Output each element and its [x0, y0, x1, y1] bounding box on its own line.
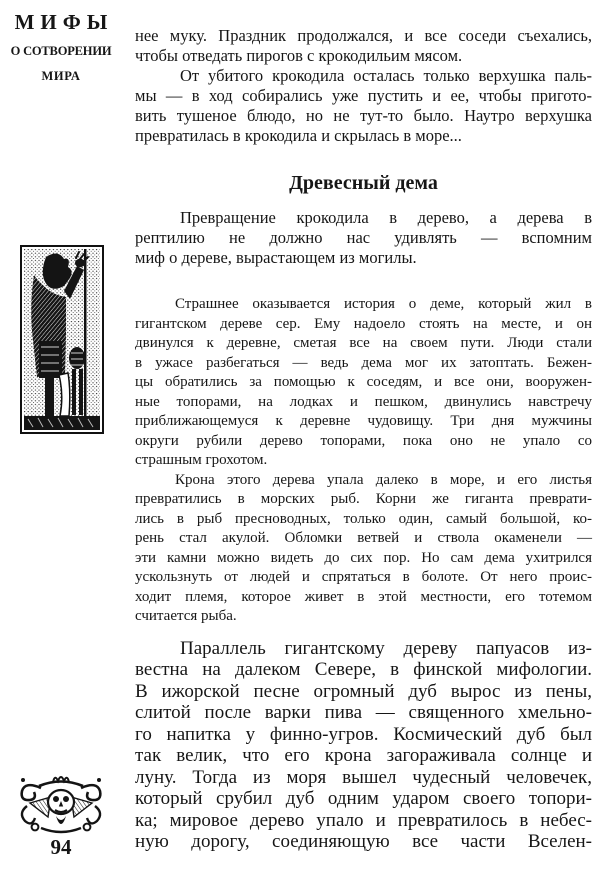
series-title-line-1: МИФЫ — [14, 10, 114, 34]
text-line: вить тушеное блюдо, но не тут-то было. Наутро верхушка — [135, 106, 592, 125]
text-line: считается рыба. — [135, 608, 237, 624]
text-line: ходит племя, которое живет в этой местности, его тотемом — [135, 588, 592, 605]
text-line: вестна на далеком Севере, в финской мифологии. — [135, 659, 592, 680]
text-line: превратилась в крокодила и скрылась в море... — [135, 126, 462, 145]
text-line: гигантском дереве сер. Ему надоело стоять на месте, и он — [135, 315, 592, 332]
text-line: двинулся к деревне, сметая все на своем пути. Люди стали — [135, 335, 592, 351]
text-line: миф о дереве, вырастающем из могилы. — [135, 248, 417, 267]
text-line: нее муку. Праздник продолжался, и все соседи съехались, — [135, 26, 592, 45]
paragraph — [135, 471, 592, 627]
text-line: Страшнее оказывается история о деме, который жил в — [175, 296, 592, 312]
text-line: приближающемуся к деревне чудовищу. Три дня мужчины — [135, 413, 592, 429]
text-line: в ужасе разбегаться — ведь дема мог их затоптать. Бежен- — [135, 354, 592, 371]
text-line: го напитка у финно-угров. Космический дуб был — [135, 723, 592, 745]
text-line: ускользнуть от людей и спрятаться в болоте. От него проис- — [135, 569, 592, 585]
text-line: Крона этого дерева упала далеко в море, и его листья — [175, 471, 592, 488]
text-line: который срубил дуб одним ударом своего топори- — [135, 788, 592, 809]
page-number: 94 — [50, 835, 72, 859]
paragraph — [135, 26, 592, 66]
text-line: эти камни можно видеть до сих пор. Но сам дема ухитрился — [135, 549, 592, 566]
paragraph — [135, 208, 592, 268]
section-heading: Древесный дема — [289, 172, 438, 194]
text-line: лись в рыб пресноводных, только один, самый большой, ко- — [135, 510, 592, 527]
margin-column — [0, 0, 122, 873]
paragraph — [135, 638, 592, 853]
standing-figure-woodcut-illustration — [20, 245, 104, 434]
text-line: рень стал акулой. Обломки ветвей и ствола окаменели — — [135, 530, 592, 546]
text-line: ные топорами, на лодках и пешком, двинулись навстречу — [135, 393, 592, 410]
text-line: страшным грохотом. — [135, 452, 268, 468]
text-column — [135, 26, 592, 853]
series-title-line-3: МИРА — [41, 69, 81, 83]
text-line: цы обратились за помощью к соседям, и все они, вооружен- — [135, 374, 592, 390]
text-line: ную дорогу, соединяющую все части Вселен- — [135, 831, 592, 852]
mask-ornament-woodcut-illustration — [15, 772, 107, 836]
text-line: От убитого крокодила осталась только верхушка паль- — [180, 66, 592, 85]
text-line: слитой после варки пива — священного хмельно- — [135, 702, 592, 723]
text-line: чтобы отведать пирогов с крокодильим мясом. — [135, 46, 463, 65]
text-line: В ижорской песне огромный дуб вырос из пены, — [135, 680, 592, 702]
text-line: Параллель гигантскому дереву папуасов из- — [180, 637, 592, 659]
paragraph — [135, 295, 592, 471]
text-line: ка; мировое дерево упало и превратилось в небес- — [135, 809, 592, 831]
paragraph — [135, 66, 592, 146]
text-line: мы — в ход собирались уже пустить и ее, чтобы пригото- — [135, 86, 592, 105]
text-line: луну. Тогда из моря вышел чудесный человечек, — [135, 766, 592, 788]
text-line: превратились в морских рыб. Корни же гиганта преврати- — [135, 491, 592, 507]
text-line: округи рубили дерево топорами, пока оно не упало со — [135, 432, 592, 449]
series-header — [0, 10, 122, 84]
text-line: Превращение крокодила в дерево, а дерева в — [180, 208, 592, 227]
text-line: рептилию не должно нас удивлять — вспомним — [135, 228, 592, 247]
text-line: так велик, что его крона загораживала солнце и — [135, 745, 592, 766]
series-title-line-2: О СОТВОРЕНИИ — [10, 44, 112, 58]
